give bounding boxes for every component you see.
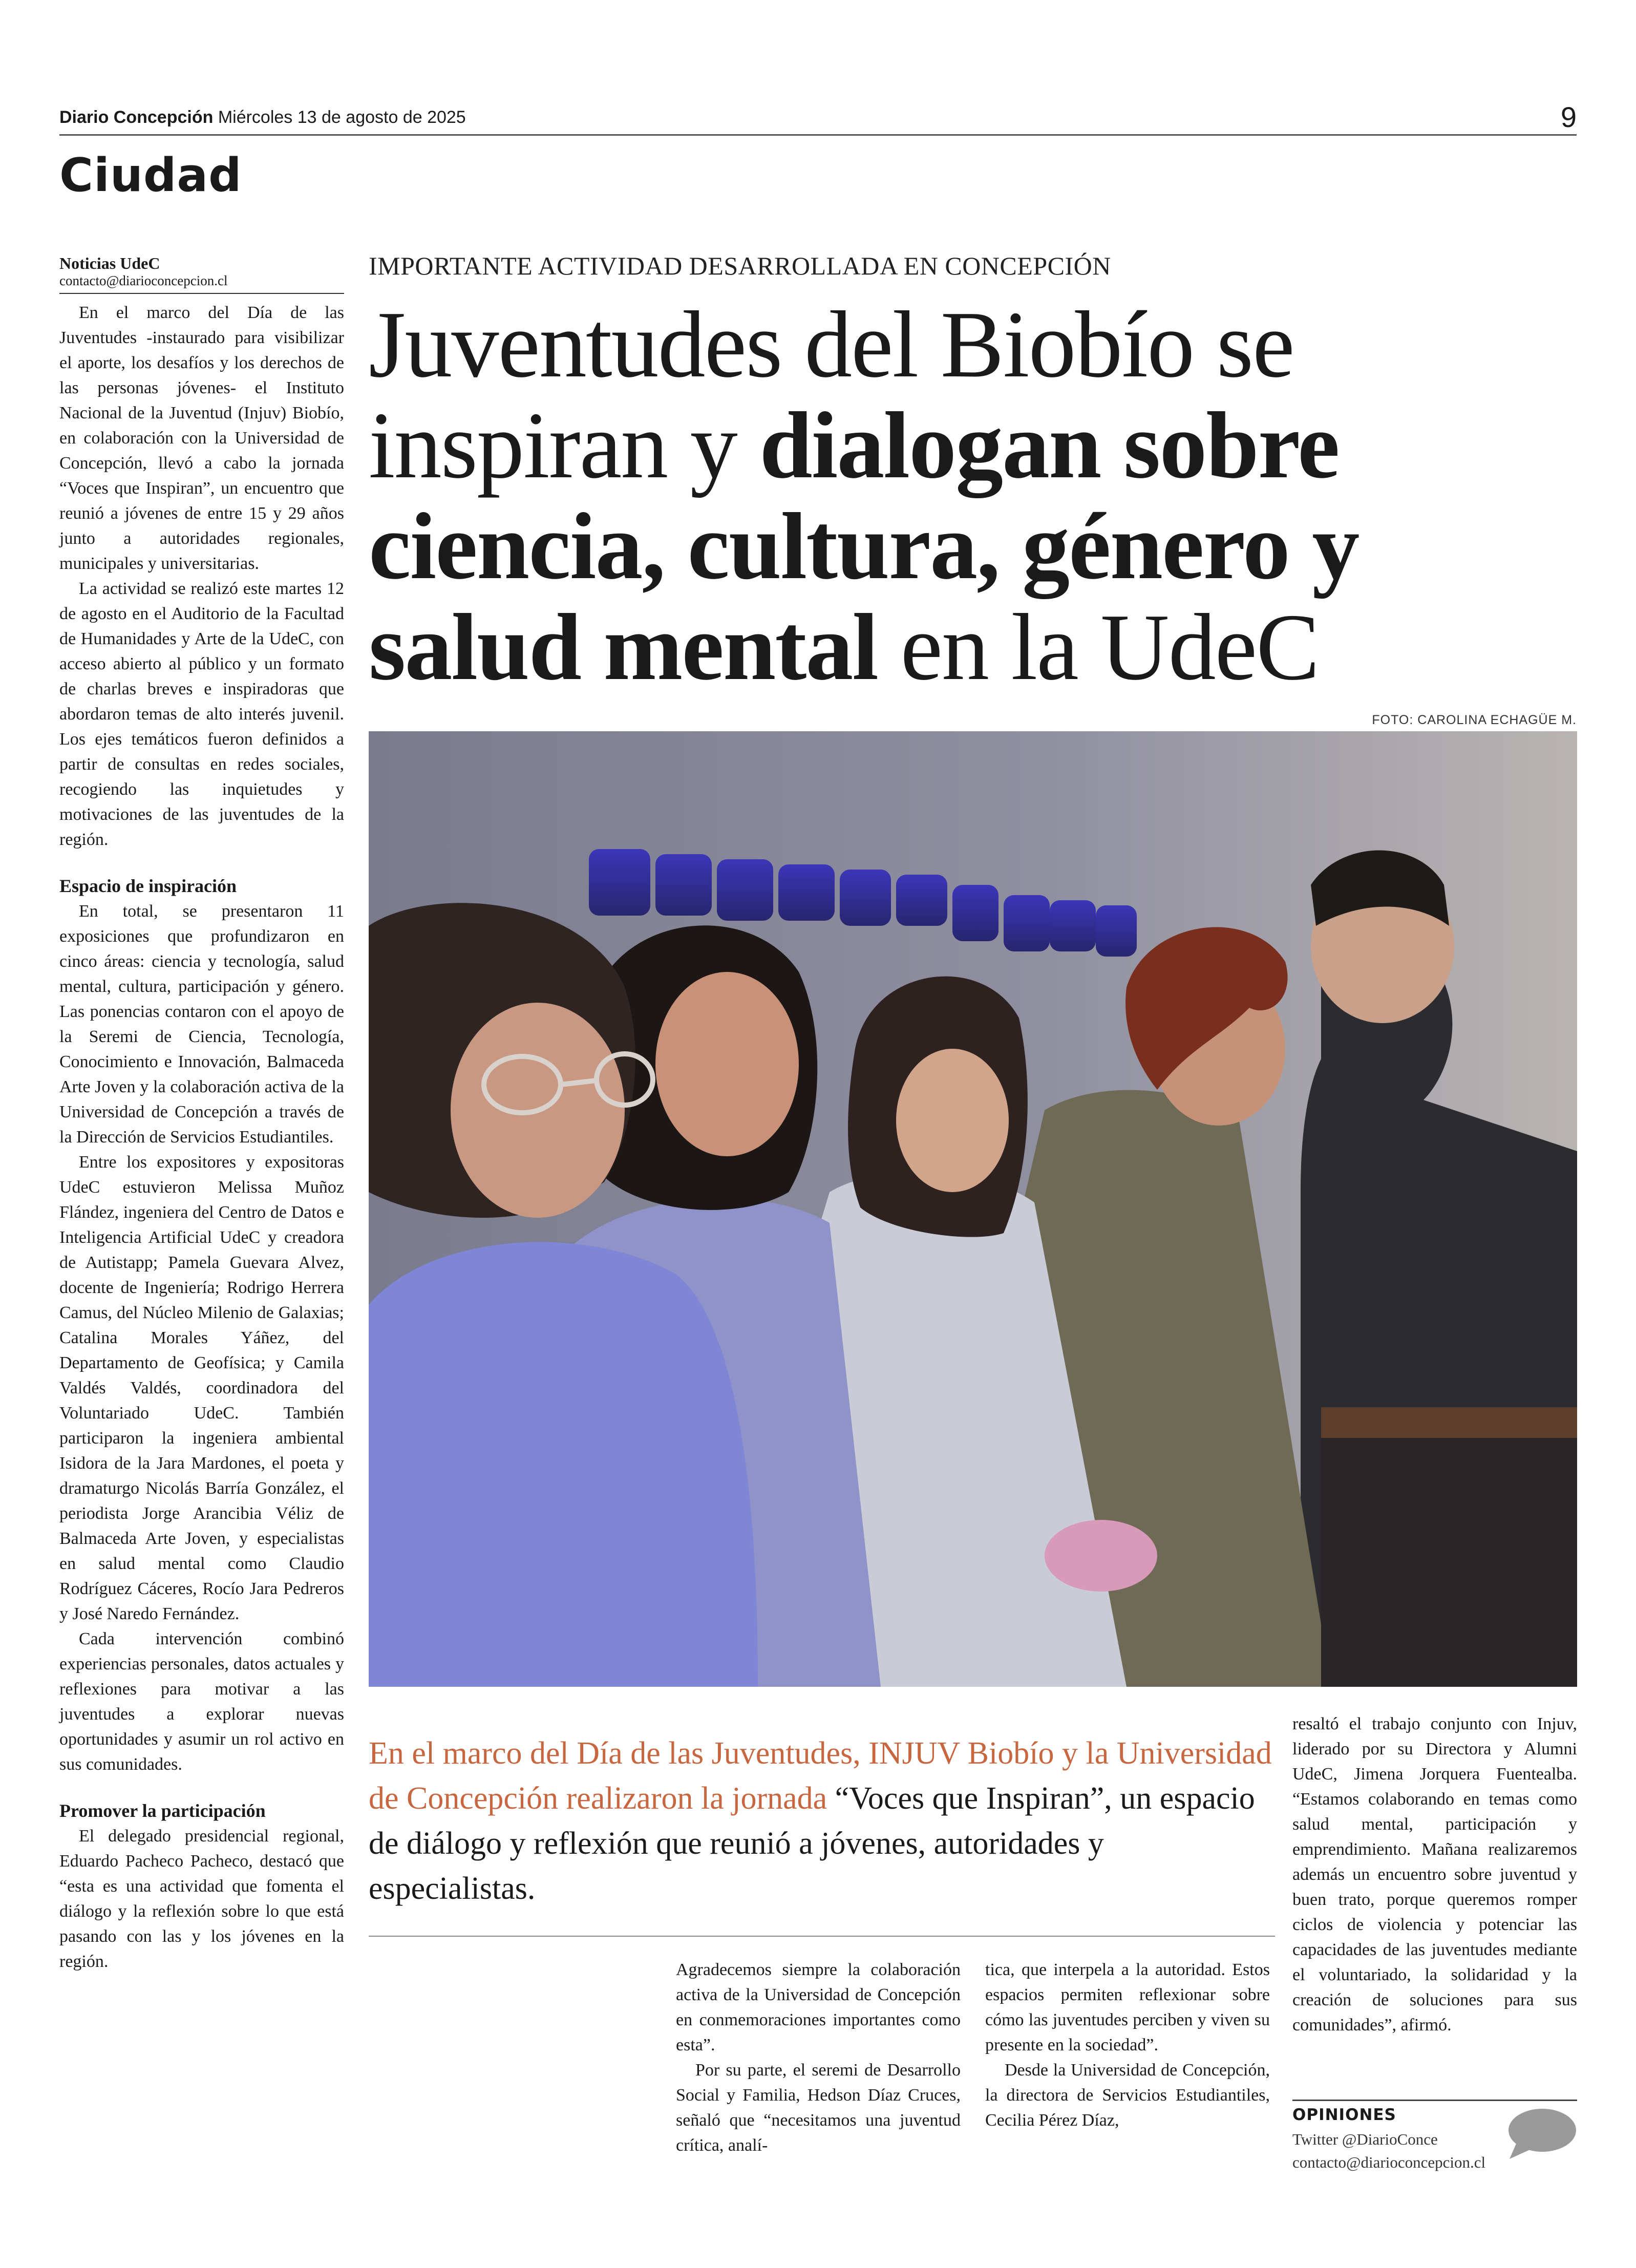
article-column-4 [1292, 1711, 1577, 2038]
masthead [59, 108, 466, 128]
headline-bold-part: dialogan sobre ciencia, cultura, género y salud mental [369, 393, 1359, 700]
paragraph: En el marco del Día de las Juventudes -instaurado para visibilizar el aporte, los desafíos y los derechos de las personas jóvenes- el Instituto Nacional de la Juventud (Injuv) Biobío, en colaboración con la Universidad de Concepción, llevó a cabo la jornada “Voces que Inspiran”, un encuentro que reunió a jóvenes de entre 15 y 29 años junto a autoridades regionales, municipales y universitarias. [59, 303, 344, 573]
headline-part-1: Juventudes del Biobío se inspiran y [369, 292, 1294, 498]
paragraph: Desde la Universidad de Concepción, la directora de Servicios Estudiantiles, Cecilia Pérez Díaz, [985, 2061, 1270, 2130]
article-column-3 [985, 1957, 1270, 2133]
paragraph: Agradecemos siempre la colaboración activa de la Universidad de Concepción en conmemoraciones importantes como esta”. [676, 1960, 961, 2054]
paragraph: resaltó el trabajo conjunto con Injuv, liderado por su Directora y Alumni UdeC, Jimena Jorquera Fuentealba. “Estamos colaborando en temas como salud mental, participación y emprendimiento. Mañana realizaremos además un encuentro sobre juventud y buen trato, porque queremos romper ciclos de violencia y potenciar las capacidades de las juventudes mediante el voluntariado, la solidaridad y la creación de soluciones para sus comunidades”, afirmó. [1292, 1714, 1577, 2034]
lead-divider [369, 1936, 1275, 1937]
paragraph: En total, se presentaron 11 exposiciones que profundizaron en cinco áreas: ciencia y tecnología, salud mental, cultura, participación y género. Las ponencias contaron con el apoyo de la Seremi de Ciencia, Tecnología, Conocimiento e Innovación, Balmaceda Arte Joven y la colaboración activa de la Universidad de Concepción a través de la Dirección de Servicios Estudiantiles. [59, 902, 344, 1147]
byline [59, 254, 344, 294]
subheading: Promover la participación [59, 1800, 266, 1821]
article-photo [369, 731, 1577, 1687]
paragraph: Cada intervención combinó experiencias personales, datos actuales y reflexiones para motivar a las juventudes a explorar nuevas oportunidades y asumir un rol activo en sus comunidades. [59, 1629, 344, 1774]
opinions-twitter[interactable]: Twitter @DiarioConce [1292, 2130, 1438, 2148]
subheading: Espacio de inspiración [59, 876, 237, 896]
issue-date: Miércoles 13 de agosto de 2025 [218, 108, 466, 127]
opinions-title: OPINIONES [1292, 2106, 1396, 2124]
headline-part-3: en la UdeC [878, 595, 1319, 700]
header-divider [59, 134, 1577, 136]
speech-bubble-icon [1505, 2106, 1577, 2162]
paragraph: Entre los expositores y expositoras UdeC estuvieron Melissa Muñoz Flández, ingeniera del Centro de Datos e Inteligencia Artificial UdeC y creadora de Autistapp; Pamela Guevara Alvez, docente de Ingeniería; Rodrigo Herrera Camus, del Núcleo Milenio de Galaxias; Catalina Morales Yáñez, del Departamento de Geofísica; y Camila Valdés Valdés, coordinadora del Voluntariado UdeC. También participaron la ingeniera ambiental Isidora de la Jara Mardones, el poeta y dramaturgo Nicolás Barría González, el periodista Jorge Arancibia Véliz de Balmaceda Arte Joven, y especialistas en salud mental como Claudio Rodríguez Cáceres, Rocío Jara Pedreros y José Naredo Fernández. [59, 1153, 344, 1623]
lead-rest: “Voces que Inspiran”, un espacio de diálogo y reflexión que reunió a jóvenes, autoridades y especialistas. [369, 1781, 1255, 1906]
brand-name: Diario Concepción [59, 108, 214, 127]
opinions-divider [1292, 2100, 1577, 2101]
byline-author: Noticias UdeC [59, 254, 160, 272]
byline-email[interactable]: contacto@diarioconcepcion.cl [59, 273, 228, 288]
paragraph: Por su parte, el seremi de Desarrollo Social y Familia, Hedson Díaz Cruces, señaló que “necesitamos una juventud crítica, analí- [676, 2061, 961, 2155]
headline [369, 294, 1577, 698]
lead-highlight: En el marco del Día de las Juventudes, INJUV Biobío y la Universidad de Concepción realizaron la jornada [369, 1736, 1272, 1816]
article-left-column [59, 300, 344, 1974]
photo-credit: FOTO: CAROLINA ECHAGÜE M. [1372, 713, 1577, 727]
opinions-email[interactable]: contacto@diarioconcepcion.cl [1292, 2153, 1486, 2171]
paragraph: tica, que interpela a la autoridad. Estos espacios permiten reflexionar sobre cómo las juventudes perciben y viven su presente en la sociedad”. [985, 1960, 1270, 2054]
page-number: 9 [1560, 101, 1577, 133]
lead-paragraph [369, 1731, 1275, 1911]
kicker: IMPORTANTE ACTIVIDAD DESARROLLADA EN CONCEPCIÓN [369, 251, 1111, 280]
paragraph: La actividad se realizó este martes 12 de agosto en el Auditorio de la Facultad de Humanidades y Arte de la UdeC, con acceso abierto al público y un formato de charlas breves e inspiradoras que abordaron temas de alto interés juvenil. Los ejes temáticos fueron definidos a partir de consultas en redes sociales, recogiendo las inquietudes y motivaciones de las juventudes de la región. [59, 579, 344, 849]
section-title: Ciudad [59, 149, 242, 202]
article-column-2 [676, 1957, 961, 2158]
paragraph: El delegado presidencial regional, Eduardo Pacheco Pacheco, destacó que “esta es una actividad que fomenta el diálogo y la reflexión sobre lo que está pasando con las y los jóvenes en la región. [59, 1827, 344, 1971]
audience-photo-illustration [369, 731, 1577, 1687]
